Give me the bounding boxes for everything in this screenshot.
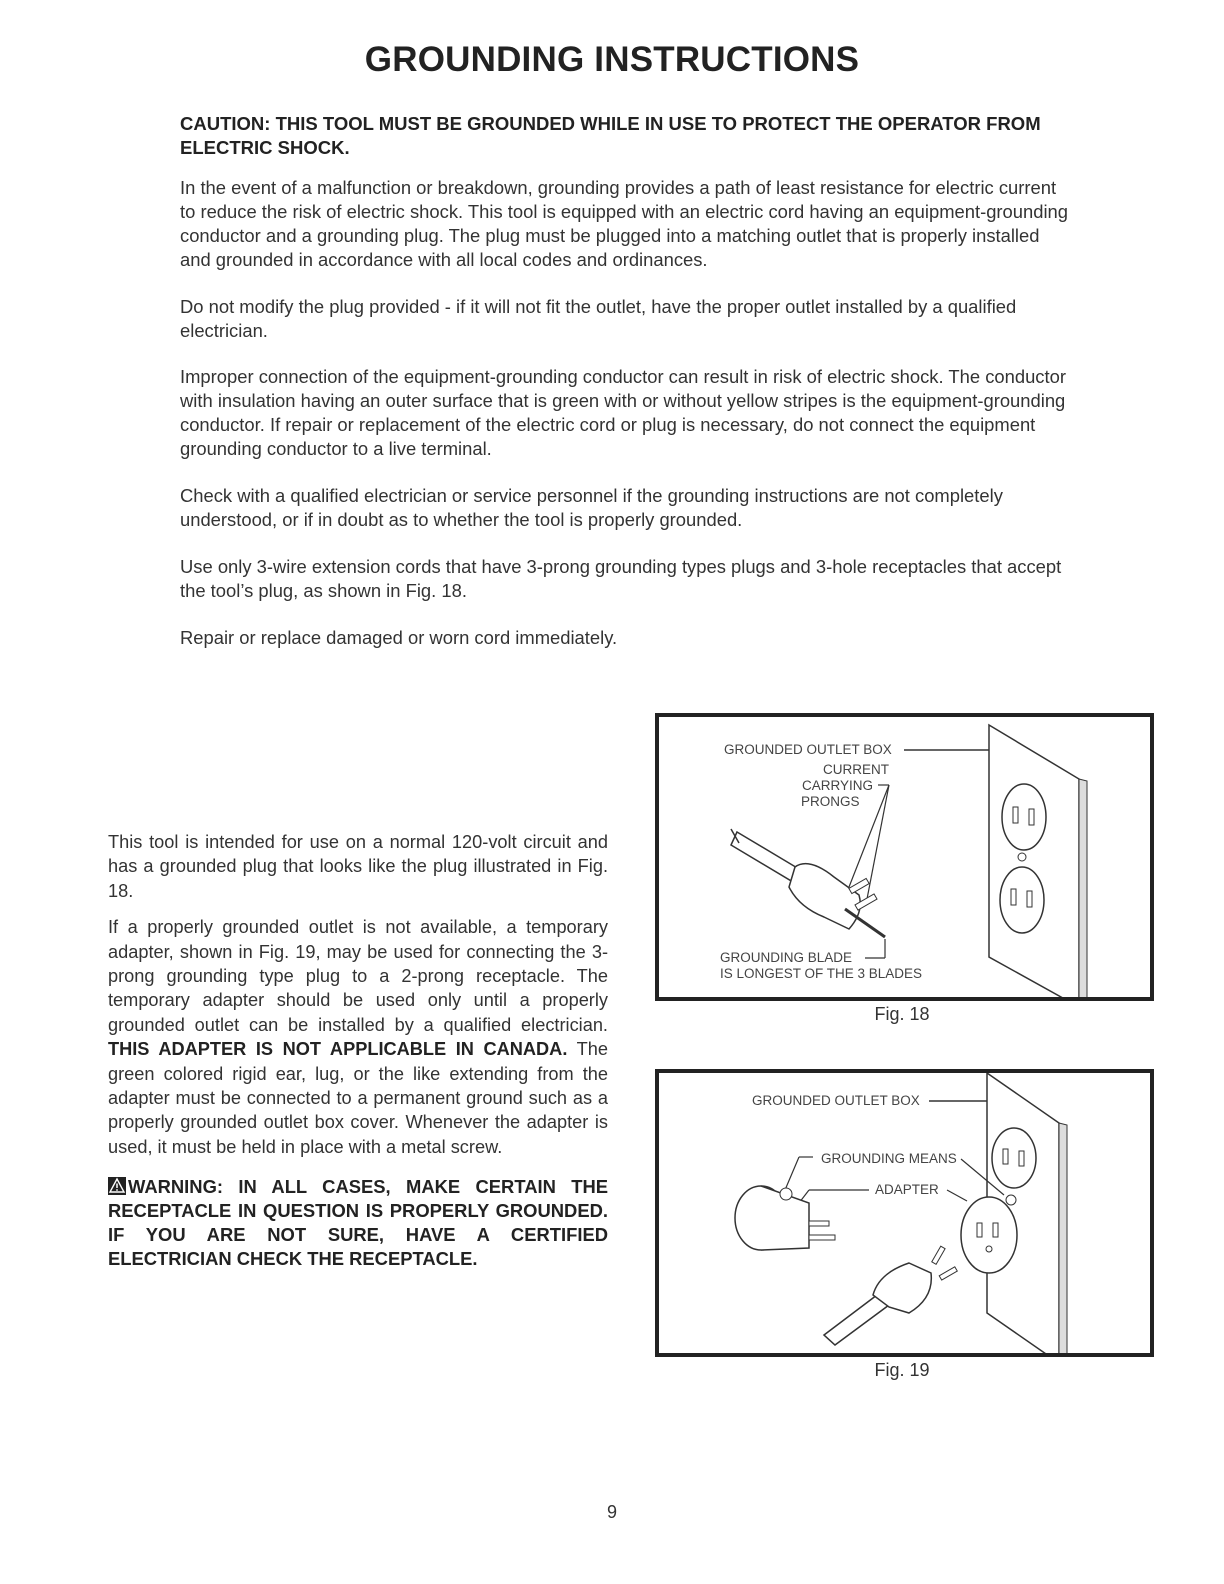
label-longest-blade: IS LONGEST OF THE 3 BLADES [720,966,923,981]
page-number: 9 [606,1502,617,1522]
caution-heading: CAUTION: THIS TOOL MUST BE GROUNDED WHILE IN USE TO PROTECT THE OPERATOR FROM ELECTRIC SHOCK. [180,113,1041,158]
paragraph-adapter [108,915,608,1159]
label-current: CURRENT [823,762,889,777]
adapter-text-end: The green colored rigid ear, lug, or the like extending from the adapter must be connected to a permanent ground such as a properly grounded outlet box cover. Whenever the adapter is used, it must be held in place with a metal screw. [108,1039,608,1157]
label-adapter: ADAPTER [875,1182,939,1197]
receptacle-top [1002,784,1046,850]
paragraph-improper-connection: Improper connection of the equipment-grounding conductor can result in risk of electric shock. The conductor with insulation having an outer surface that is green with or without yellow stripes is the equipment-grounding conductor. If repair or replacement of the electric cord or plug is necessary, do not connect the equipment grounding conductor to a live terminal. [180,366,1066,459]
plug-drawing [824,1246,957,1345]
label-carrying-text: CARRYING [802,778,874,793]
page-title: GROUNDING INSTRUCTIONS [364,40,860,79]
wall-plate-shape [989,725,1079,997]
paragraph-repair-cord: Repair or replace damaged or worn cord immediately. [180,627,618,648]
plug-drawing [731,829,885,937]
adapter-section [108,830,608,1271]
label-grounded-outlet-box: GROUNDED OUTLET BOX [752,1093,920,1108]
figure-18-illustration [659,717,1150,997]
label-grounding-means: GROUNDING MEANS [821,1151,957,1166]
label-grounding-blade: GROUNDING BLADE [720,950,853,965]
adapter-text-start: If a properly grounded outlet is not available, a temporary adapter, shown in Fig. 19, may be used for connecting the 3-prong grounding type plug to a 2-prong receptacle. The temporary adapter should be used only until a properly grounded outlet can be installed by a qualified electrician. [108,917,608,1035]
figure-18-caption: Fig. 18 [874,1004,930,1024]
figure-18-frame [655,713,1154,1001]
receptacle-top [992,1128,1036,1188]
warning-triangle-icon [108,1177,126,1195]
warning-block [108,1175,608,1271]
paragraph-extension-cords: Use only 3-wire extension cords that have 3-prong grounding types plugs and 3-hole receptacles that accept the tool’s plug, as shown in Fig. 18. [180,556,1062,601]
adapter-in-socket [961,1197,1017,1273]
loose-adapter [735,1186,835,1250]
label-prongs: PRONGS [801,794,860,809]
figure-19-illustration [659,1073,1150,1353]
figure-19-frame [655,1069,1154,1357]
figure-19-caption: Fig. 19 [874,1360,930,1380]
paragraph-malfunction: In the event of a malfunction or breakdown, grounding provides a path of least resistance for electric current to reduce the risk of electric shock. This tool is equipped with an electric cord having an equipment-grounding conductor and a grounding plug. The plug must be plugged into a matching outlet that is properly installed and grounded in accordance with all local codes and ordinances. [180,177,1069,270]
paragraph-check-electrician: Check with a qualified electrician or service personnel if the grounding instructions are not completely understood, or if in doubt as to whether the tool is properly grounded. [180,485,1003,530]
warning-text: WARNING: IN ALL CASES, MAKE CERTAIN THE RECEPTACLE IN QUESTION IS PROPERLY GROUNDED. IF YOU ARE NOT SURE, HAVE A CERTIFIED ELECTRICIAN CHECK THE RECEPTACLE. [108,1176,608,1270]
label-grounded-outlet-box: GROUNDED OUTLET BOX [724,742,892,757]
canada-notice: THIS ADAPTER IS NOT APPLICABLE IN CANADA. [108,1039,568,1060]
paragraph-modify-plug: Do not modify the plug provided - if it will not fit the outlet, have the proper outlet installed by a qualified electrician. [180,296,1017,341]
receptacle-bottom [1000,867,1044,933]
paragraph-120-volt: This tool is intended for use on a normal 120-volt circuit and has a grounded plug that looks like the plug illustrated in Fig. 18. [108,832,608,901]
